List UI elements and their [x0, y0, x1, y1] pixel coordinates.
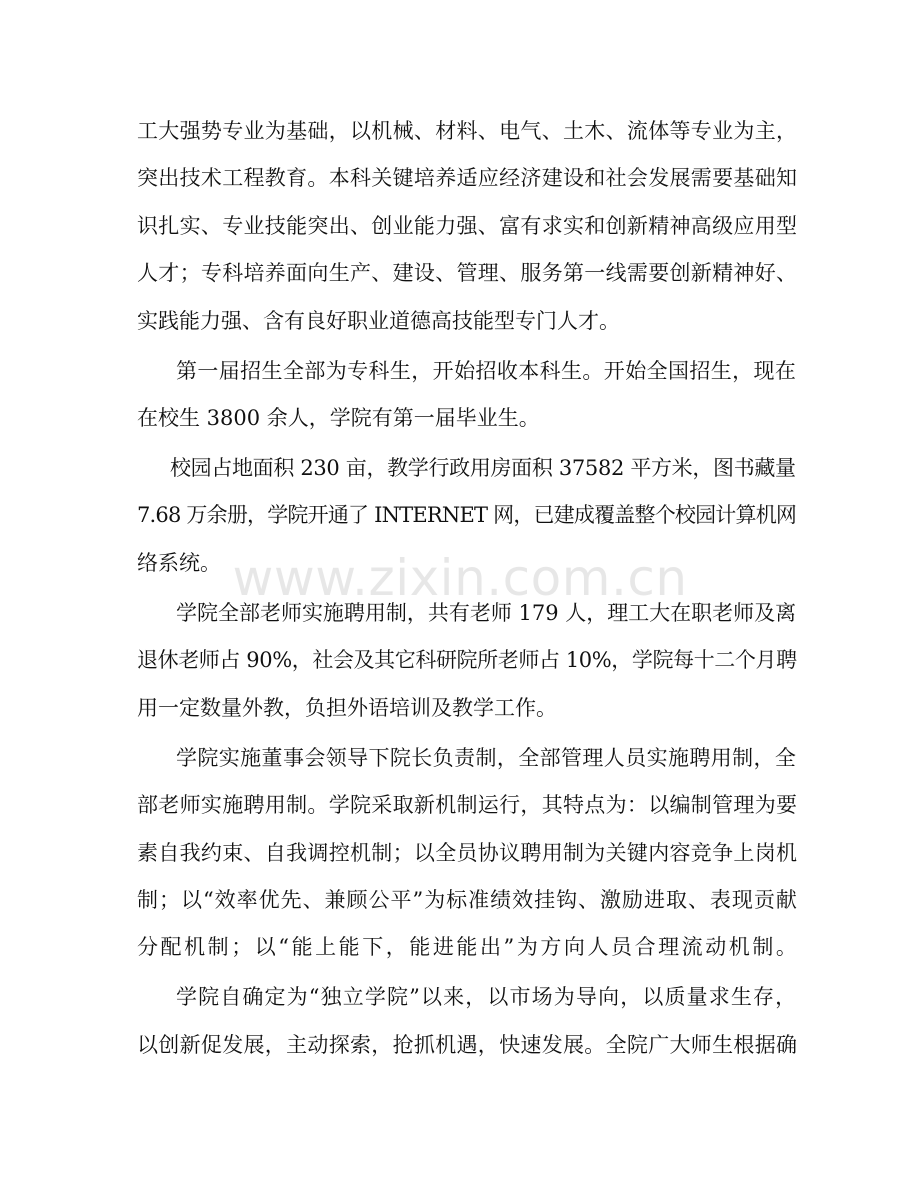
- paragraph-4-line-2: 退休老师占 90%，社会及其它科研院所老师占 10%，学院每十二个月聘: [137, 648, 797, 672]
- paragraph-1-line-2: 突出技术工程教育。本科关键培养适应经济建设和社会发展需要基础知: [137, 166, 798, 190]
- watermark-text: www.zixin.com.cn: [232, 549, 688, 607]
- paragraph-3-line-1: 校园占地面积 230 亩，教学行政用房面积 37582 平方米，图书藏量: [170, 456, 796, 480]
- paragraph-4-line-3: 用一定数量外教，负担外语培训及教学工作。: [137, 696, 557, 720]
- paragraph-1-line-5: 实践能力强、含有良好职业道德高技能型专门人才。: [137, 309, 620, 333]
- paragraph-5-line-2: 部老师实施聘用制。学院采取新机制运行，其特点为：以编制管理为要: [137, 793, 798, 817]
- paragraph-3-line-3: 络系统。: [137, 551, 221, 575]
- paragraph-5-line-3: 素自我约束、自我调控机制；以全员协议聘用制为关键内容竞争上岗机: [137, 841, 798, 865]
- paragraph-6-line-1: 学院自确定为“独立学院”以来，以市场为导向，以质量求生存，: [176, 985, 798, 1009]
- paragraph-2-line-1: 第一届招生全部为专科生，开始招收本科生。开始全国招生，现在: [176, 359, 797, 383]
- paragraph-6-line-2: 以创新促发展，主动探索，抢抓机遇，快速发展。全院广大师生根据确: [137, 1033, 798, 1057]
- paragraph-5-line-5: 分配机制；以“能上能下，能进能出”为方向人员合理流动机制。: [137, 935, 800, 959]
- paragraph-1-line-1: 工大强势专业为基础，以机械、材料、电气、土木、流体等专业为主，: [137, 119, 798, 143]
- paragraph-5-line-4: 制；以“效率优先、兼顾公平”为标准绩效挂钩、激励进取、表现贡献: [137, 888, 798, 912]
- paragraph-3-line-2: 7.68 万余册，学院开通了 INTERNET 网，已建成覆盖整个校园计算机网: [137, 503, 797, 527]
- paragraph-2-line-2: 在校生 3800 余人，学院有第一届毕业生。: [137, 406, 540, 430]
- paragraph-1-line-4: 人才；专科培养面向生产、建设、管理、服务第一线需要创新精神好、: [137, 261, 798, 285]
- paragraph-5-line-1: 学院实施董事会领导下院长负责制，全部管理人员实施聘用制，全: [176, 746, 797, 770]
- paragraph-1-line-3: 识扎实、专业技能突出、创业能力强、富有求实和创新精神高级应用型: [137, 214, 798, 238]
- paragraph-4-line-1: 学院全部老师实施聘用制，共有老师 179 人，理工大在职老师及离: [176, 601, 797, 625]
